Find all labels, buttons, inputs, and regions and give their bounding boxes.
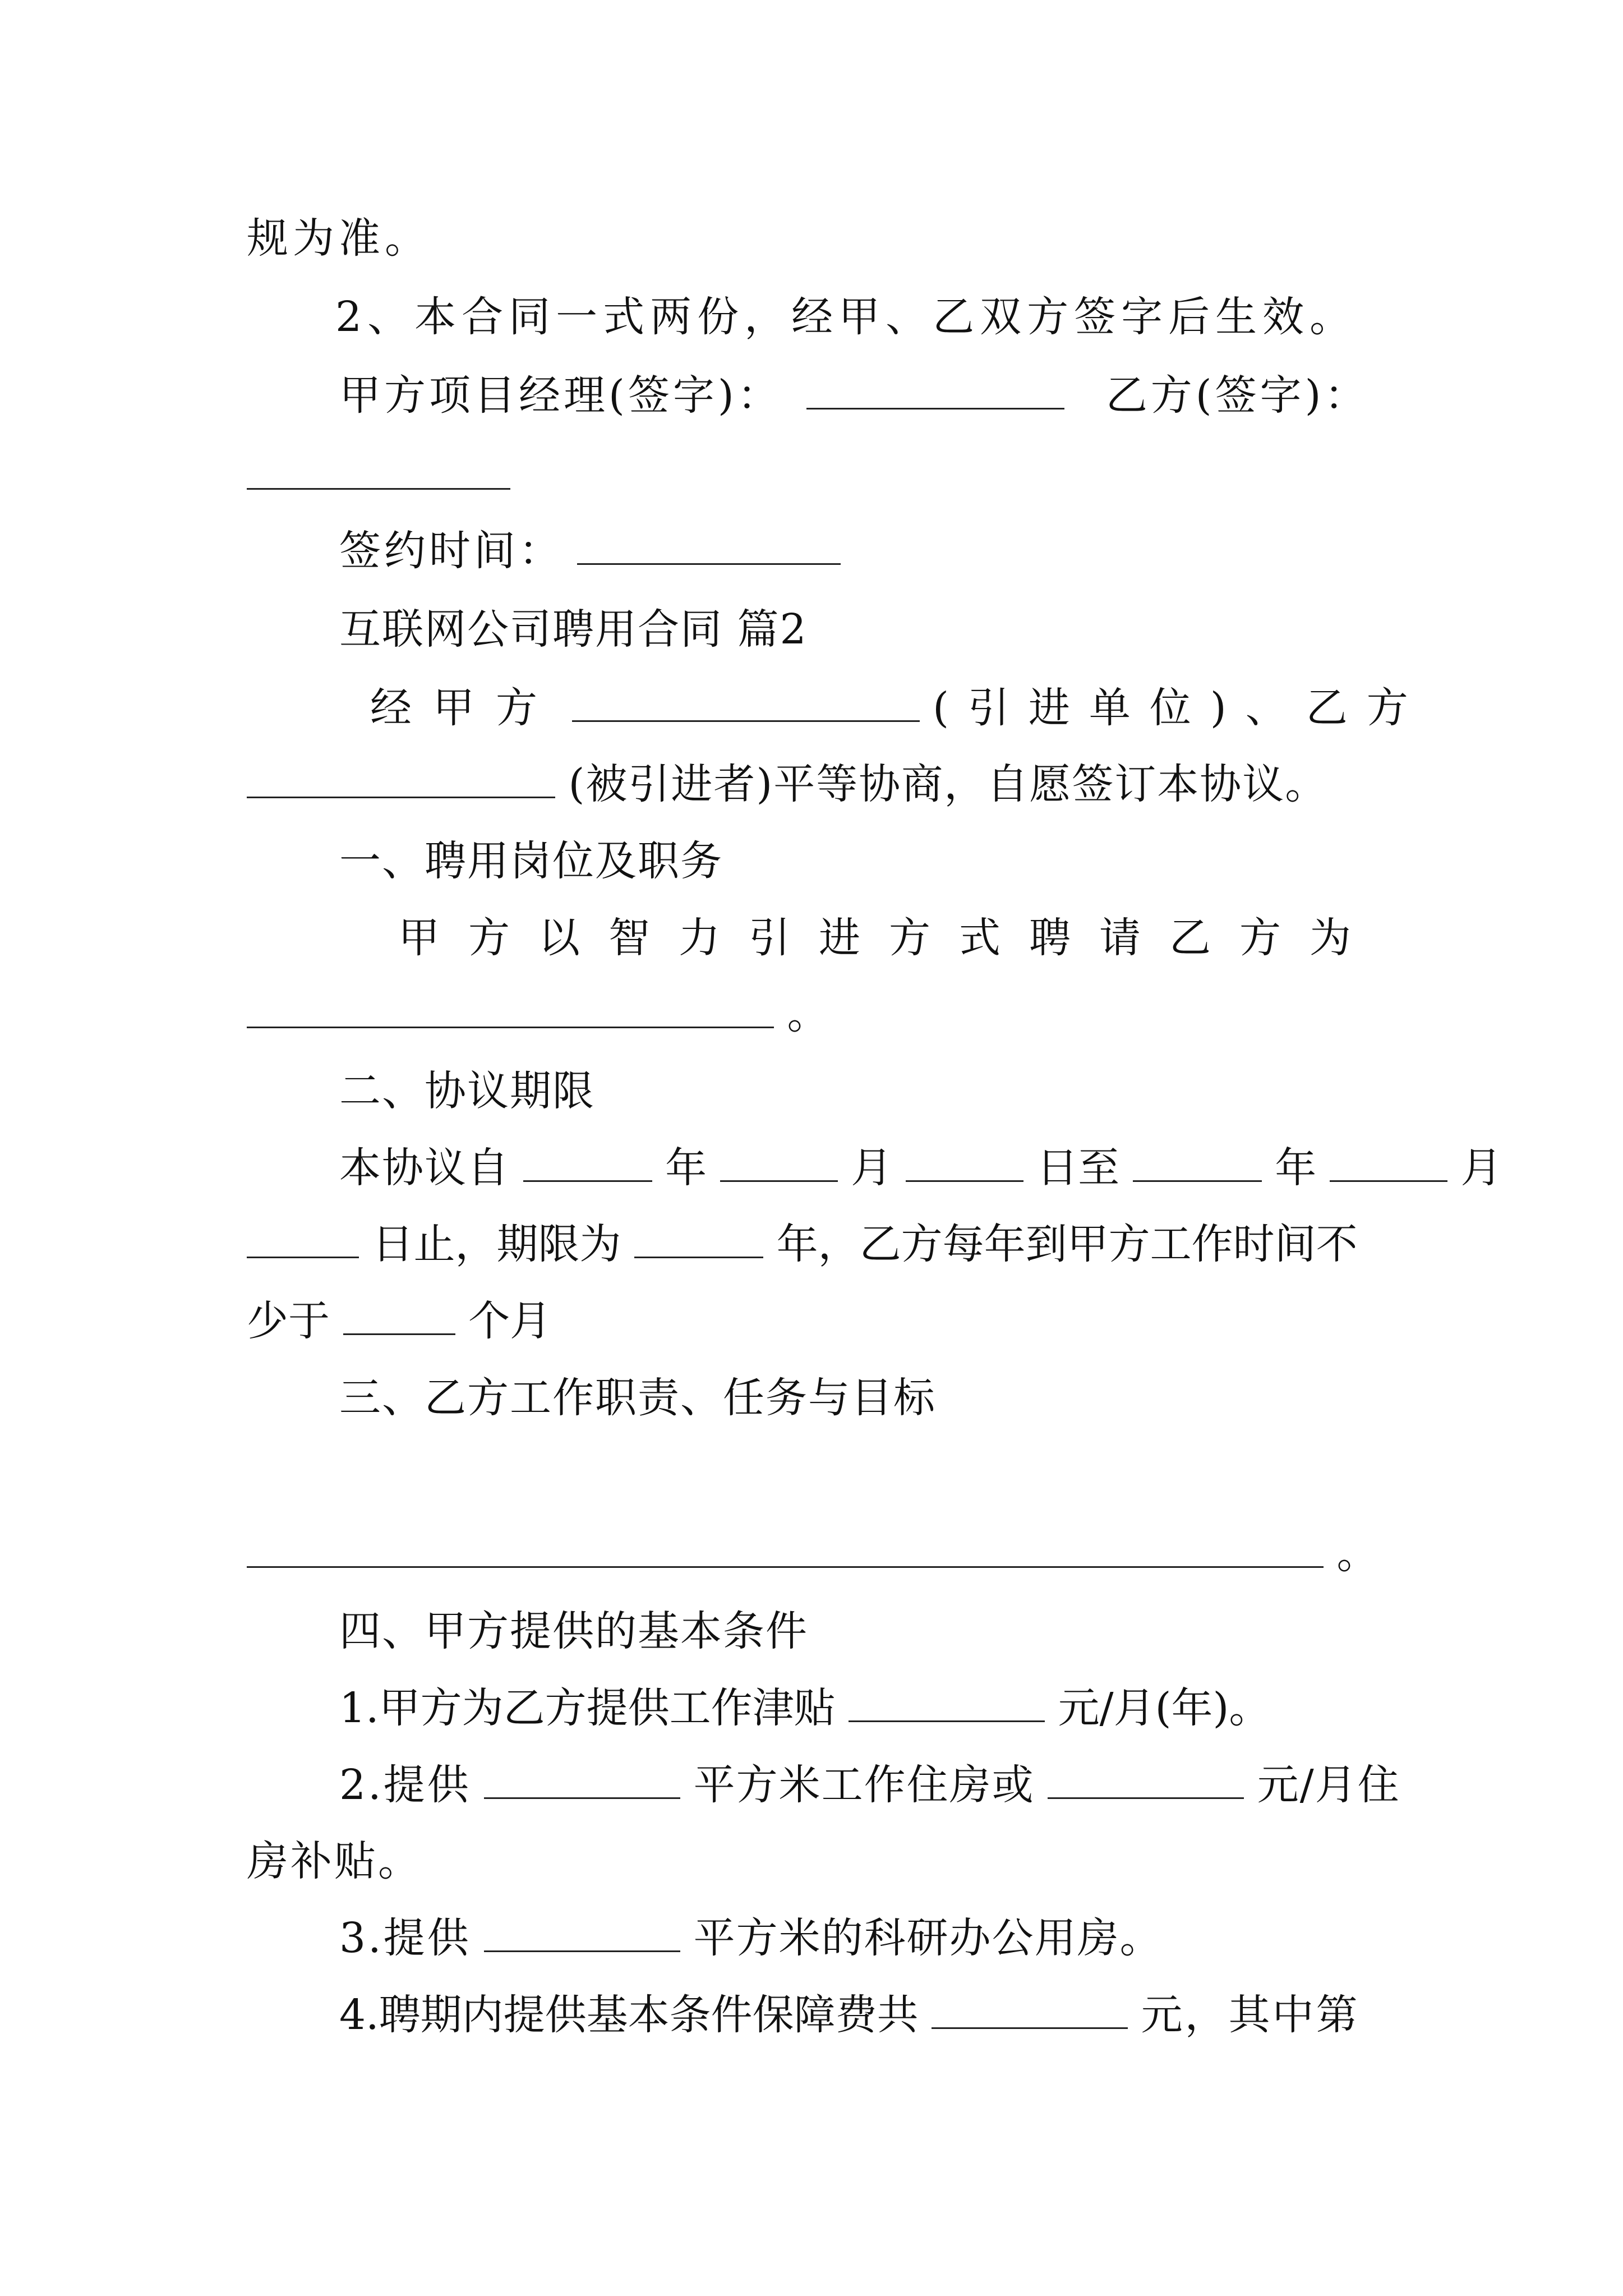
paragraph-line	[339, 1981, 1360, 2049]
text: 2、本合同一式两份，经甲、乙双方签字后生效。	[335, 293, 1357, 341]
paragraph-line	[339, 1674, 1270, 1742]
date-line	[339, 517, 841, 585]
text: 规为准。	[247, 214, 431, 263]
end-month-blank[interactable]	[1330, 1144, 1447, 1182]
text: 经甲方	[370, 684, 559, 732]
text: (被引进者)平等协商，自愿签订本协议。	[568, 760, 1328, 808]
text: 二、协议期限	[339, 1067, 595, 1115]
text: 。	[1336, 1530, 1378, 1578]
label: 甲方项目经理(签字)：	[339, 371, 782, 420]
allowance-blank[interactable]	[849, 1685, 1045, 1722]
paragraph-line	[247, 205, 431, 272]
housing-area-blank[interactable]	[484, 1761, 680, 1799]
text: 日止，期限为	[372, 1220, 621, 1268]
paragraph-line	[335, 283, 1357, 351]
section-heading	[339, 1364, 936, 1432]
end-day-blank[interactable]	[247, 1221, 359, 1258]
start-year-blank[interactable]	[523, 1144, 652, 1182]
text: 个月	[468, 1297, 552, 1345]
text: 四、甲方提供的基本条件	[339, 1607, 808, 1655]
text: 月	[851, 1144, 893, 1192]
start-day-blank[interactable]	[906, 1144, 1023, 1182]
section-title	[339, 596, 808, 663]
signature-blank-a[interactable]	[806, 372, 1064, 409]
paragraph-line	[247, 751, 1327, 818]
text: 房补贴。	[247, 1837, 422, 1885]
text: 平方米工作住房或	[693, 1761, 1035, 1809]
support-fund-blank[interactable]	[932, 1991, 1128, 2029]
section-heading	[339, 827, 723, 895]
text: 平方米的科研办公用房。	[693, 1914, 1163, 1962]
text: 元，其中第	[1141, 1991, 1360, 2039]
paragraph-line	[370, 674, 1427, 742]
signature-line-a	[339, 362, 1370, 429]
paragraph-line	[247, 981, 829, 1048]
text: 一、聘用岗位及职务	[339, 837, 723, 885]
paragraph-line	[398, 904, 1380, 972]
text: 日至	[1036, 1144, 1120, 1192]
office-area-blank[interactable]	[484, 1915, 680, 1952]
text: 年	[1275, 1144, 1317, 1192]
paragraph-line	[247, 1287, 551, 1355]
text: 少于	[247, 1297, 330, 1345]
paragraph-line	[247, 1211, 1358, 1278]
signature-blank-b[interactable]	[247, 488, 510, 490]
text: 2.提供	[339, 1761, 471, 1809]
end-year-blank[interactable]	[1133, 1144, 1262, 1182]
text: 月	[1460, 1144, 1502, 1192]
employee-blank[interactable]	[247, 761, 555, 798]
paragraph-line	[247, 1520, 1378, 1588]
text: 三、乙方工作职责、任务与目标	[339, 1374, 936, 1422]
section-heading	[339, 1057, 595, 1125]
housing-subsidy-blank[interactable]	[1048, 1761, 1244, 1799]
text: 。	[787, 990, 829, 1038]
text: 本协议自	[339, 1144, 510, 1192]
months-blank[interactable]	[343, 1297, 455, 1335]
text: 元/月(年)。	[1058, 1684, 1271, 1732]
label: 签约时间：	[339, 527, 564, 575]
position-blank[interactable]	[247, 991, 774, 1028]
text: 4.聘期内提供基本条件保障费共	[339, 1991, 919, 2039]
duties-blank[interactable]	[247, 1530, 1324, 1568]
text: 3.提供	[339, 1914, 471, 1962]
paragraph-line	[339, 1134, 1502, 1202]
employer-blank[interactable]	[572, 684, 920, 722]
paragraph-line	[339, 1751, 1400, 1819]
text: 甲方以智力引进方式聘请乙方为	[398, 914, 1380, 962]
term-years-blank[interactable]	[634, 1221, 763, 1258]
paragraph-line	[247, 1828, 422, 1895]
text: 互联网公司聘用合同 篇2	[339, 605, 808, 654]
text: 年	[665, 1144, 707, 1192]
paragraph-line	[339, 1904, 1163, 1972]
label: 乙方(签字)：	[1105, 371, 1370, 420]
text: 元/月住	[1257, 1761, 1400, 1809]
section-heading	[339, 1598, 808, 1665]
date-blank[interactable]	[577, 527, 841, 565]
text: 1.甲方为乙方提供工作津贴	[339, 1684, 836, 1732]
start-month-blank[interactable]	[720, 1144, 838, 1182]
text: (引进单位)、乙方	[933, 684, 1427, 732]
text: 年，乙方每年到甲方工作时间不	[776, 1220, 1358, 1268]
